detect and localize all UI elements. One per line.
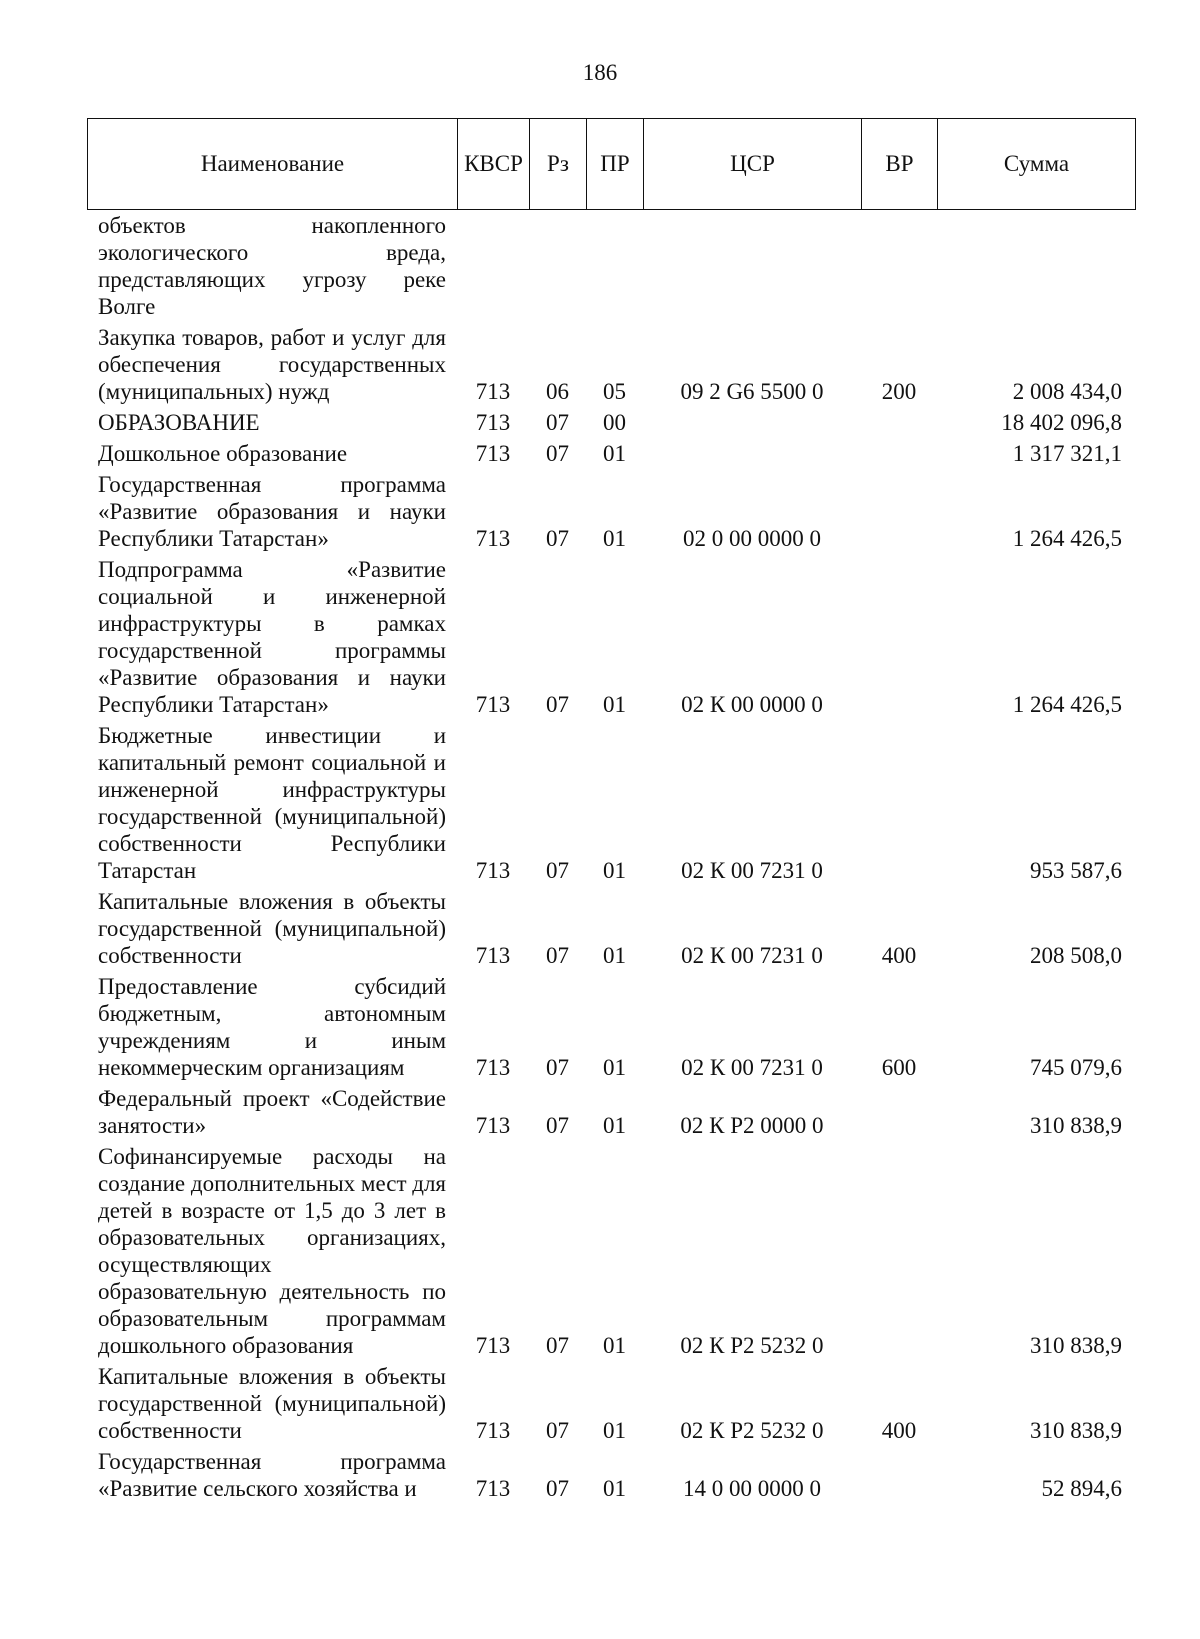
cell-vr: 400 bbox=[881, 1418, 917, 1443]
table-row bbox=[87, 440, 1135, 471]
cell-pr: 01 bbox=[603, 1055, 626, 1080]
cell-name: Государственная программа «Развитие образования и науки Республики Татарстан» bbox=[98, 472, 446, 551]
cell-csr bbox=[643, 212, 861, 324]
cell-kvsr: 713 bbox=[475, 1418, 511, 1443]
cell-csr: 02 К 00 7231 0 bbox=[681, 943, 823, 968]
cell-sum: 52 894,6 bbox=[1041, 1476, 1122, 1501]
cell-pr: 01 bbox=[603, 441, 626, 466]
cell-sum: 1 264 426,5 bbox=[1012, 692, 1122, 717]
cell-vr bbox=[861, 409, 937, 440]
cell-rz: 07 bbox=[546, 410, 569, 435]
cell-pr: 01 bbox=[603, 1333, 626, 1358]
cell-name: Подпрограмма «Развитие социальной и инженерной инфраструктуры в рамках государственной программы «Развитие образования и науки Республики Татарстан» bbox=[98, 557, 446, 717]
cell-pr: 00 bbox=[603, 410, 626, 435]
cell-rz: 06 bbox=[546, 379, 569, 404]
header-csr: ЦСР bbox=[644, 119, 862, 210]
cell-sum: 310 838,9 bbox=[1030, 1113, 1122, 1138]
header-pr: ПР bbox=[587, 119, 644, 210]
cell-sum: 310 838,9 bbox=[1030, 1418, 1122, 1443]
table-row bbox=[87, 722, 1135, 888]
cell-csr: 02 К Р2 5232 0 bbox=[680, 1333, 824, 1358]
cell-name: Софинансируемые расходы на создание дополнительных мест для детей в возрасте от 1,5 до 3 лет в образовательных организациях, осуществляющих образовательную деятельность по образовательным программам дошкольного образования bbox=[98, 1144, 447, 1358]
cell-name: Закупка товаров, работ и услуг для обеспечения государственных (муниципальных) нужд bbox=[98, 325, 446, 404]
cell-vr bbox=[861, 1143, 937, 1363]
cell-kvsr: 713 bbox=[475, 410, 511, 435]
cell-kvsr: 713 bbox=[475, 1476, 511, 1501]
cell-csr: 14 0 00 0000 0 bbox=[683, 1476, 821, 1501]
cell-sum: 310 838,9 bbox=[1030, 1333, 1122, 1358]
cell-csr: 02 К 00 0000 0 bbox=[681, 692, 823, 717]
table-row bbox=[87, 888, 1135, 973]
cell-pr: 01 bbox=[603, 692, 626, 717]
cell-sum: 1 264 426,5 bbox=[1012, 526, 1122, 551]
cell-sum: 745 079,6 bbox=[1030, 1055, 1122, 1080]
header-sum: Сумма bbox=[938, 119, 1136, 210]
cell-kvsr bbox=[457, 212, 529, 324]
cell-rz: 07 bbox=[546, 1476, 569, 1501]
cell-csr bbox=[643, 409, 861, 440]
table-row bbox=[87, 1448, 1135, 1506]
cell-sum: 953 587,6 bbox=[1030, 858, 1122, 883]
table-row bbox=[87, 471, 1135, 556]
table-row bbox=[87, 212, 1135, 324]
cell-csr: 02 К 00 7231 0 bbox=[681, 1055, 823, 1080]
table-row bbox=[87, 1363, 1135, 1448]
cell-name: объектов накопленного экологического вреда, представляющих угрозу реке Волге bbox=[98, 213, 446, 319]
cell-rz: 07 bbox=[546, 1113, 569, 1138]
cell-rz: 07 bbox=[546, 692, 569, 717]
header-rz: Рз bbox=[530, 119, 587, 210]
cell-rz bbox=[529, 212, 586, 324]
cell-vr bbox=[861, 1085, 937, 1143]
cell-pr: 01 bbox=[603, 858, 626, 883]
table-row bbox=[87, 973, 1135, 1085]
cell-kvsr: 713 bbox=[475, 1333, 511, 1358]
cell-name: Капитальные вложения в объекты государственной (муниципальной) собственности bbox=[98, 889, 446, 968]
cell-kvsr: 713 bbox=[475, 943, 511, 968]
cell-name: Предоставление субсидий бюджетным, автономным учреждениям и иным некоммерческим организациям bbox=[98, 974, 446, 1080]
cell-kvsr: 713 bbox=[475, 441, 511, 466]
cell-name: Бюджетные инвестиции и капитальный ремонт социальной и инженерной инфраструктуры государственной (муниципальной) собственности Республики Татарстан bbox=[98, 723, 446, 883]
cell-pr: 01 bbox=[603, 526, 626, 551]
cell-csr: 02 К Р2 5232 0 bbox=[680, 1418, 824, 1443]
cell-name: Дошкольное образование bbox=[98, 441, 348, 466]
cell-csr: 02 К Р2 0000 0 bbox=[680, 1113, 824, 1138]
cell-vr bbox=[861, 1448, 937, 1506]
table-row bbox=[87, 409, 1135, 440]
cell-name: ОБРАЗОВАНИЕ bbox=[98, 410, 260, 435]
cell-csr: 02 К 00 7231 0 bbox=[681, 858, 823, 883]
cell-vr bbox=[861, 471, 937, 556]
cell-sum: 1 317 321,1 bbox=[1012, 441, 1122, 466]
table-row bbox=[87, 1143, 1135, 1363]
cell-vr bbox=[861, 722, 937, 888]
cell-vr: 400 bbox=[881, 943, 917, 968]
cell-csr: 09 2 G6 5500 0 bbox=[680, 379, 824, 404]
cell-pr bbox=[586, 212, 643, 324]
cell-sum: 208 508,0 bbox=[1030, 943, 1122, 968]
header-name: Наименование bbox=[88, 119, 458, 210]
table-header bbox=[87, 118, 1136, 210]
cell-rz: 07 bbox=[546, 1055, 569, 1080]
cell-rz: 07 bbox=[546, 858, 569, 883]
table-row bbox=[87, 324, 1135, 409]
header-vr: ВР bbox=[862, 119, 938, 210]
header-kvsr: КВСР bbox=[458, 119, 530, 210]
cell-pr: 01 bbox=[603, 1113, 626, 1138]
cell-rz: 07 bbox=[546, 1333, 569, 1358]
budget-table-body bbox=[87, 212, 1135, 1506]
cell-pr: 01 bbox=[603, 1418, 626, 1443]
cell-pr: 05 bbox=[603, 379, 626, 404]
cell-sum: 18 402 096,8 bbox=[1001, 410, 1122, 435]
page-number: 186 bbox=[582, 60, 618, 85]
cell-pr: 01 bbox=[603, 943, 626, 968]
table-row bbox=[87, 1085, 1135, 1143]
cell-vr: 200 bbox=[881, 379, 917, 404]
cell-name: Капитальные вложения в объекты государственной (муниципальной) собственности bbox=[98, 1364, 446, 1443]
cell-name: Федеральный проект «Содействие занятости» bbox=[98, 1086, 446, 1138]
cell-kvsr: 713 bbox=[475, 1113, 511, 1138]
cell-rz: 07 bbox=[546, 441, 569, 466]
cell-rz: 07 bbox=[546, 526, 569, 551]
cell-vr: 600 bbox=[881, 1055, 917, 1080]
cell-sum: 2 008 434,0 bbox=[1012, 379, 1122, 404]
cell-rz: 07 bbox=[546, 943, 569, 968]
table-row bbox=[87, 556, 1135, 722]
cell-kvsr: 713 bbox=[475, 1055, 511, 1080]
cell-name: Государственная программа «Развитие сельского хозяйства и bbox=[98, 1449, 446, 1501]
cell-kvsr: 713 bbox=[475, 858, 511, 883]
cell-vr bbox=[861, 212, 937, 324]
cell-csr bbox=[643, 440, 861, 471]
cell-csr: 02 0 00 0000 0 bbox=[683, 526, 821, 551]
cell-kvsr: 713 bbox=[475, 379, 511, 404]
cell-kvsr: 713 bbox=[475, 526, 511, 551]
cell-rz: 07 bbox=[546, 1418, 569, 1443]
cell-vr bbox=[861, 556, 937, 722]
cell-sum bbox=[937, 212, 1135, 324]
cell-pr: 01 bbox=[603, 1476, 626, 1501]
cell-kvsr: 713 bbox=[475, 692, 511, 717]
cell-vr bbox=[861, 440, 937, 471]
